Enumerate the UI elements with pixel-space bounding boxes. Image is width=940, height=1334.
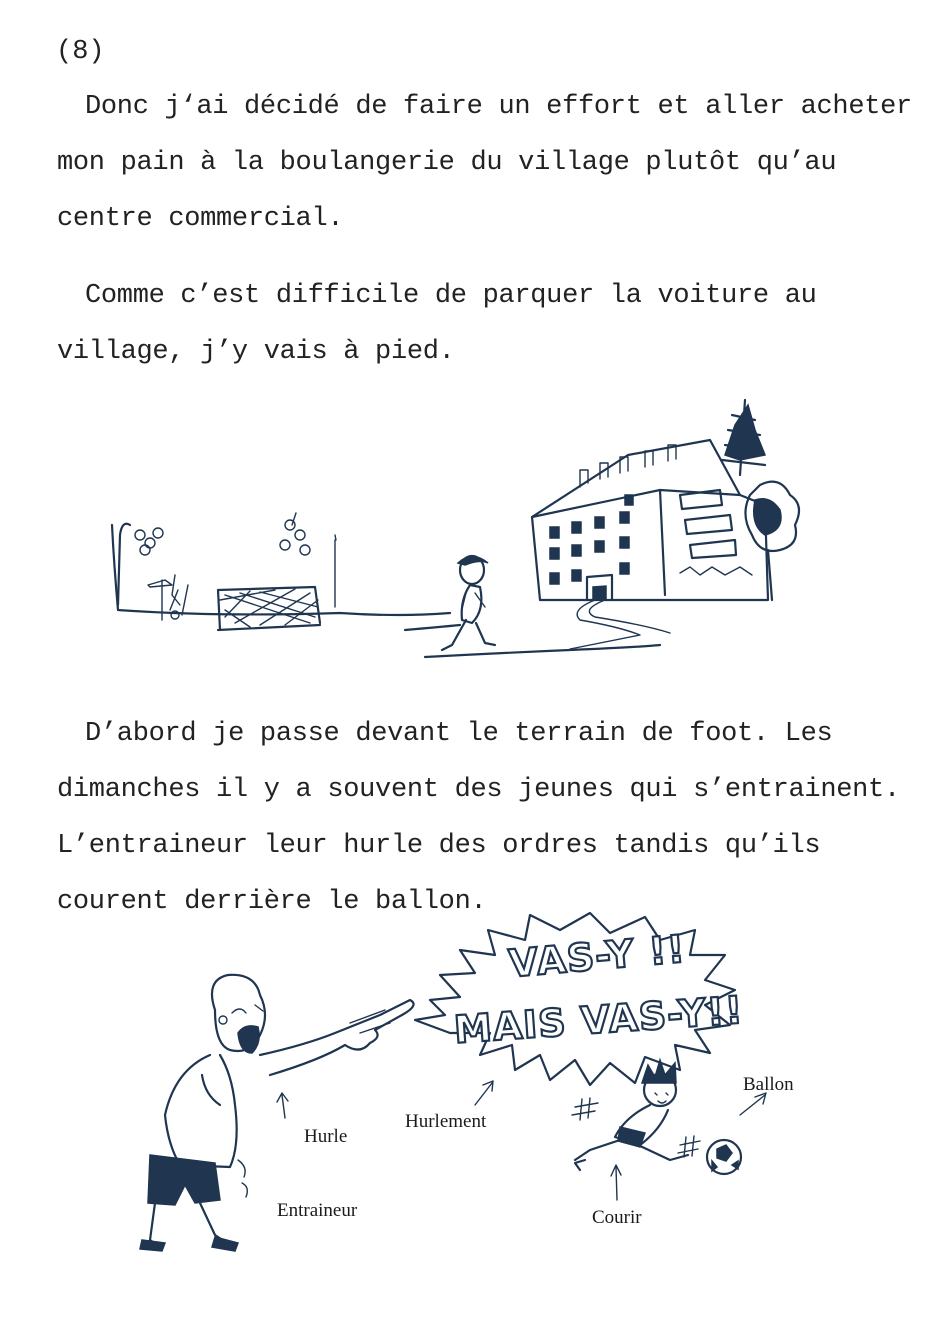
shout-text-line1: VAS-Y !! — [506, 926, 688, 986]
shout-text-line2: MAIS VAS-Y!! — [452, 987, 745, 1052]
ball-sketch — [707, 1140, 741, 1174]
label-hurle: Hurle — [304, 1126, 348, 1147]
village-illustration — [100, 395, 820, 675]
label-hurlement: Hurlement — [405, 1111, 487, 1132]
football-field-sketch — [112, 513, 450, 630]
coach-illustration — [120, 905, 820, 1265]
text-line: L’entraineur leur hurle des ordres tandis qu’ils — [57, 831, 821, 861]
label-ballon: Ballon — [743, 1074, 794, 1095]
paragraph-walking — [57, 268, 887, 380]
building-sketch — [532, 400, 799, 649]
page-number: (8) — [56, 37, 105, 67]
label-arrows — [277, 1081, 766, 1200]
paragraph-football — [57, 706, 900, 930]
text-line: dimanches il y a souvent des jeunes qui s’entrainent. — [57, 775, 900, 805]
text-line: courent derrière le ballon. — [57, 887, 487, 917]
text-line: Comme c’est difficile de parquer la voiture au — [85, 281, 817, 311]
text-line: mon pain à la boulangerie du village plutôt qu’au — [57, 148, 837, 178]
text-line: D’abord je passe devant le terrain de foot. Les — [85, 719, 833, 749]
paragraph-bakery — [57, 79, 912, 247]
label-entraineur: Entraineur — [277, 1200, 358, 1221]
running-player-sketch — [572, 1060, 700, 1170]
text-line: village, j’y vais à pied. — [57, 337, 455, 367]
speech-burst — [415, 913, 745, 1085]
text-line: Donc j‘ai décidé de faire un effort et aller acheter — [85, 92, 912, 122]
text-line: centre commercial. — [57, 204, 344, 234]
label-courir: Courir — [592, 1207, 642, 1228]
